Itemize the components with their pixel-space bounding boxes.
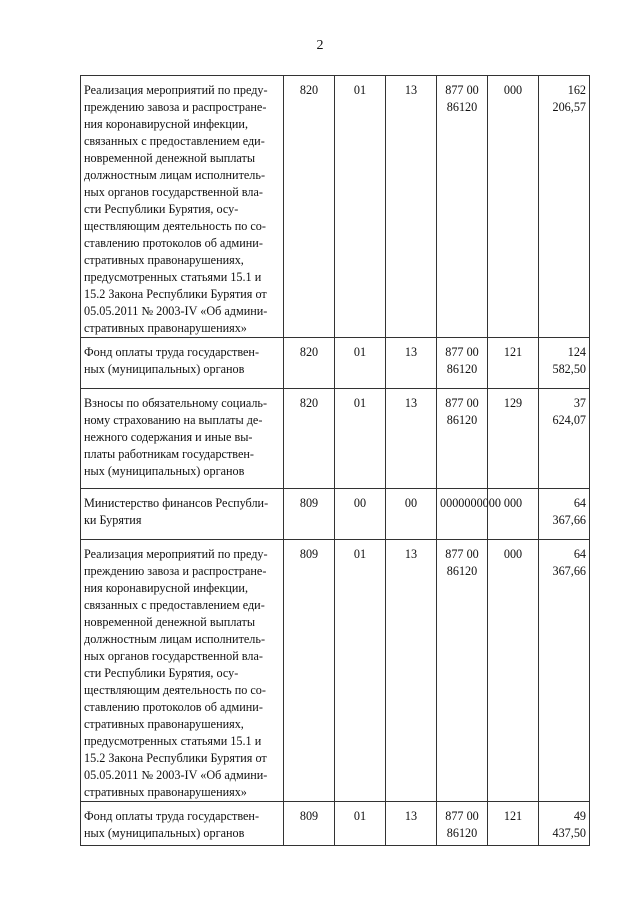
amount-cell: 37 624,07 [539, 389, 590, 489]
section-cell: 01 [335, 540, 386, 802]
table-row [81, 802, 590, 846]
row-name: Реализация мероприятий по преду- преждению завоза и распростране- ния коронавирусной инфекции, связанных с предоставлением еди- новременной денежной выплаты должностным лицам исполнитель- ных органов государственной вла- сти Республики Бурятия, осу- ществляющим деятельность по со- ставлению протоколов об админи- стративных правонарушениях, предусмотренных статьями 15.1 и 15.2 Закона Республики Бурятия от 05.05.2011 № 2003-IV «Об админи- стративных правонарушениях» [84, 83, 268, 335]
ministry-code-cell: 820 [284, 338, 335, 389]
target-article-cell: 877 00 86120 [437, 338, 488, 389]
ministry-code-cell: 820 [284, 389, 335, 489]
row-name: Фонд оплаты труда государствен- ных (муниципальных) органов [84, 809, 260, 840]
amount-cell: 124 582,50 [539, 338, 590, 389]
amount-cell: 64 367,66 [539, 489, 590, 540]
row-name-cell [81, 389, 284, 489]
amount-cell: 64 367,66 [539, 540, 590, 802]
row-name: Министерство финансов Республи- ки Бурятия [84, 496, 269, 527]
subsection-cell: 13 [386, 389, 437, 489]
ministry-code-cell: 809 [284, 540, 335, 802]
subsection-cell: 13 [386, 802, 437, 846]
subsection-cell: 13 [386, 76, 437, 338]
section-cell: 01 [335, 389, 386, 489]
target-article-cell: 877 00 86120 [437, 389, 488, 489]
expense-type-cell: 000 [488, 489, 539, 540]
table-row [81, 489, 590, 540]
expense-type-cell: 121 [488, 338, 539, 389]
row-name: Фонд оплаты труда государствен- ных (муниципальных) органов [84, 345, 260, 376]
target-article-cell: 877 00 86120 [437, 76, 488, 338]
expense-type-cell: 129 [488, 389, 539, 489]
amount-cell: 162 206,57 [539, 76, 590, 338]
expense-type-cell: 000 [488, 76, 539, 338]
ministry-code-cell: 820 [284, 76, 335, 338]
budget-table [80, 75, 590, 846]
expense-type-cell: 000 [488, 540, 539, 802]
table-row [81, 338, 590, 389]
row-name-cell [81, 489, 284, 540]
table-row [81, 389, 590, 489]
row-name-cell [81, 802, 284, 846]
target-article-cell: 0000000000 [437, 489, 488, 540]
row-name: Взносы по обязательному социаль- ному страхованию на выплаты де- нежного содержания и иные вы- платы работникам государствен- ных (муниципальных) органов [84, 396, 268, 478]
table-row [81, 540, 590, 802]
row-name-cell [81, 76, 284, 338]
row-name-cell [81, 338, 284, 389]
target-article-cell: 877 00 86120 [437, 802, 488, 846]
target-article-cell: 877 00 86120 [437, 540, 488, 802]
row-name: Реализация мероприятий по преду- преждению завоза и распростране- ния коронавирусной инфекции, связанных с предоставлением еди- новременной денежной выплаты должностным лицам исполнитель- ных органов государственной вла- сти Республики Бурятия, осу- ществляющим деятельность по со- ставлению протоколов об админи- стративных правонарушениях, предусмотренных статьями 15.1 и 15.2 Закона Республики Бурятия от 05.05.2011 № 2003-IV «Об админи- стративных правонарушениях» [84, 547, 268, 799]
section-cell: 01 [335, 338, 386, 389]
subsection-cell: 13 [386, 540, 437, 802]
section-cell: 01 [335, 802, 386, 846]
ministry-code-cell: 809 [284, 489, 335, 540]
section-cell: 00 [335, 489, 386, 540]
table-row [81, 76, 590, 338]
expense-type-cell: 121 [488, 802, 539, 846]
page-number: 2 [316, 38, 324, 53]
subsection-cell: 00 [386, 489, 437, 540]
section-cell: 01 [335, 76, 386, 338]
row-name-cell [81, 540, 284, 802]
subsection-cell: 13 [386, 338, 437, 389]
ministry-code-cell: 809 [284, 802, 335, 846]
amount-cell: 49 437,50 [539, 802, 590, 846]
